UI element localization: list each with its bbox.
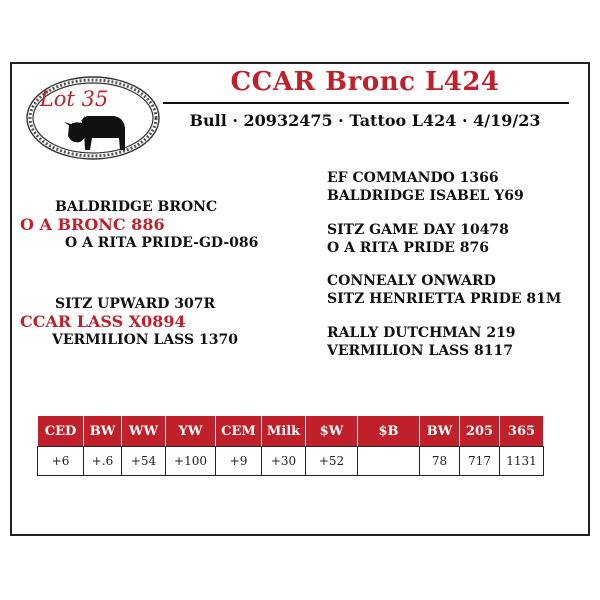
great-grandparent-4: O A RITA PRIDE 876: [327, 240, 489, 256]
dam-dam: VERMILION LASS 1370: [52, 332, 238, 348]
great-grandparent-8: VERMILION LASS 8117: [327, 343, 513, 359]
cell-205: 717: [460, 447, 500, 476]
cell-dollar-b: [358, 447, 420, 476]
cell-yw: +100: [166, 447, 216, 476]
epd-table: [37, 415, 544, 476]
epd-header-row: [38, 416, 544, 447]
lot-logo: [24, 74, 162, 162]
cell-milk: +30: [262, 447, 306, 476]
bull-icon: [64, 116, 125, 150]
col-header-dollar-w: $W: [306, 416, 358, 447]
cell-bw: +.6: [84, 447, 122, 476]
cell-dollar-w: +52: [306, 447, 358, 476]
great-grandparent-2: BALDRIDGE ISABEL Y69: [327, 188, 524, 204]
great-grandparent-7: RALLY DUTCHMAN 219: [327, 325, 516, 341]
col-header-365: 365: [500, 416, 544, 447]
great-grandparent-3: SITZ GAME DAY 10478: [327, 222, 509, 238]
lot-label: Lot 35: [39, 87, 109, 111]
col-header-yw: YW: [166, 416, 216, 447]
cell-365: 1131: [500, 447, 544, 476]
col-header-milk: Milk: [262, 416, 306, 447]
col-header-bw: BW: [84, 416, 122, 447]
sire-sire: BALDRIDGE BRONC: [55, 199, 218, 215]
cell-actual-bw: 78: [420, 447, 460, 476]
col-header-cem: CEM: [216, 416, 262, 447]
epd-value-row: [38, 447, 544, 476]
sire: O A BRONC 886: [20, 215, 165, 234]
col-header-dollar-b: $B: [358, 416, 420, 447]
col-header-ww: WW: [122, 416, 166, 447]
col-header-205: 205: [460, 416, 500, 447]
cell-ced: +6: [38, 447, 84, 476]
great-grandparent-1: EF COMMANDO 1366: [327, 170, 499, 186]
col-header-actual-bw: BW: [420, 416, 460, 447]
great-grandparent-6: SITZ HENRIETTA PRIDE 81M: [327, 291, 562, 307]
animal-title: CCAR Bronc L424: [230, 67, 500, 97]
animal-subtitle: Bull · 20932475 · Tattoo L424 · 4/19/23: [189, 111, 541, 130]
dam: CCAR LASS X0894: [20, 312, 186, 331]
cell-cem: +9: [216, 447, 262, 476]
col-header-ced: CED: [38, 416, 84, 447]
great-grandparent-5: CONNEALY ONWARD: [327, 273, 496, 289]
dam-sire: SITZ UPWARD 307R: [55, 296, 216, 312]
sire-dam: O A RITA PRIDE-GD-086: [65, 235, 259, 251]
cell-ww: +54: [122, 447, 166, 476]
title-divider: [163, 102, 569, 104]
